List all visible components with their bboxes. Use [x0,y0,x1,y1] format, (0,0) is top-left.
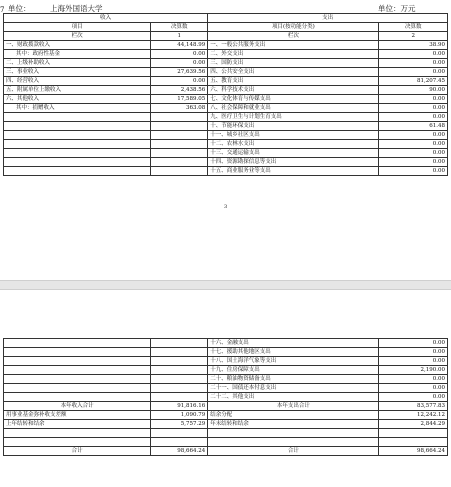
expense-item: 五、教育支出 [208,77,379,86]
income-amount [151,384,208,393]
expense-item: 十三、交通运输支出 [208,149,379,158]
expense-amount: 0.00 [379,375,448,384]
expense-amount [379,429,448,438]
page-separator [0,280,451,290]
table-row [4,158,448,167]
expense-amount: 0.00 [379,59,448,68]
income-item: 合计 [4,447,151,456]
income-amount: 363.08 [151,104,208,113]
income-item [4,366,151,375]
table-row [4,447,448,456]
table-row [4,50,448,59]
income-item: 其中：政府性基金 [4,50,151,59]
table-row [4,68,448,77]
income-item: 六、其他收入 [4,95,151,104]
expense-item: 八、社会保障和就业支出 [208,104,379,113]
income-item [4,167,151,176]
income-amount [151,438,208,447]
currency-unit: 单位：万元 [378,4,416,13]
expense-amount: 0.00 [379,104,448,113]
income-item: 三、事业收入 [4,68,151,77]
income-amount [151,158,208,167]
expense-item: 二、外交支出 [208,50,379,59]
table-row [4,384,448,393]
table-row [4,366,448,375]
table-row [4,393,448,402]
expense-item: 六、科学技术支出 [208,86,379,95]
table-row [4,41,448,50]
expense-item [208,429,379,438]
expense-amount: 0.00 [379,357,448,366]
table-row [4,95,448,104]
income-amount: 2,438.56 [151,86,208,95]
table-row [4,140,448,149]
income-item [4,113,151,122]
col-budget-header: 决算数 [151,23,208,32]
expense-item: 结余分配 [208,411,379,420]
expense-amount: 81,207.45 [379,77,448,86]
table-row [4,339,448,348]
expense-amount: 0.00 [379,384,448,393]
table-row [4,113,448,122]
income-item: 四、经营收入 [4,77,151,86]
table-row [4,59,448,68]
table-row [4,420,448,429]
expense-item: 十一、城乡社区支出 [208,131,379,140]
expense-item: 十四、资源勘探信息等支出 [208,158,379,167]
col-index-no-left: 1 [151,32,208,41]
expense-item: 十九、住房保障支出 [208,366,379,375]
expense-item: 四、公共安全支出 [208,68,379,77]
expense-item: 十六、金融支出 [208,339,379,348]
income-amount [151,140,208,149]
expense-item: 年末结转和结余 [208,420,379,429]
income-item: 二、上级补助收入 [4,59,151,68]
expense-amount: 0.00 [379,68,448,77]
expense-item: 一、一般公共服务支出 [208,41,379,50]
expense-amount: 2,190.00 [379,366,448,375]
expense-amount: 0.00 [379,167,448,176]
income-item [4,149,151,158]
income-amount [151,393,208,402]
col-item-header: 项目 [4,23,151,32]
expense-item: 七、文化体育与传媒支出 [208,95,379,104]
expense-item: 三、国防支出 [208,59,379,68]
income-item: 本年收入合计 [4,402,151,411]
unit-name: 上海外国语大学 [50,4,103,13]
income-item [4,429,151,438]
income-item [4,158,151,167]
expense-amount: 0.00 [379,348,448,357]
expense-item: 十二、农林水支出 [208,140,379,149]
expense-item: 二十二、其他支出 [208,393,379,402]
expense-item: 合计 [208,447,379,456]
income-item [4,357,151,366]
expense-amount: 0.00 [379,393,448,402]
expense-amount: 0.00 [379,50,448,59]
expense-amount: 38.90 [379,41,448,50]
expense-amount: 0.00 [379,158,448,167]
income-item [4,122,151,131]
income-expense-table-top [3,13,448,176]
income-amount [151,348,208,357]
income-amount [151,167,208,176]
expense-amount: 90.00 [379,86,448,95]
col-index-label-right: 栏次 [208,32,379,41]
col-item-exp-header: 项目(按功能分类) [208,23,379,32]
table-row [4,411,448,420]
income-amount [151,357,208,366]
expense-item [208,438,379,447]
income-amount: 5,757.29 [151,420,208,429]
income-amount: 27,639.56 [151,68,208,77]
table-row [4,77,448,86]
income-amount [151,113,208,122]
income-amount: 0.00 [151,77,208,86]
income-amount: 0.00 [151,59,208,68]
table-row [4,357,448,366]
table-row [4,348,448,357]
expense-amount: 61.48 [379,122,448,131]
income-item [4,393,151,402]
expense-amount: 0.00 [379,140,448,149]
col-index-label-left: 栏次 [4,32,151,41]
income-item [4,384,151,393]
expense-amount: 0.00 [379,149,448,158]
table-row [4,375,448,384]
expense-item: 十五、商业服务业等支出 [208,167,379,176]
expense-amount: 83,577.83 [379,402,448,411]
expense-item: 本年支出合计 [208,402,379,411]
col-budget-exp-header: 决算数 [379,23,448,32]
income-item [4,348,151,357]
income-amount [151,149,208,158]
corner-mark: 7 [0,6,5,14]
income-item: 五、附属单位上缴收入 [4,86,151,95]
table-row [4,104,448,113]
income-amount [151,131,208,140]
income-expense-table-bottom [3,338,448,456]
income-amount: 17,589.05 [151,95,208,104]
income-amount [151,122,208,131]
table-row [4,402,448,411]
income-item: 一、财政拨款收入 [4,41,151,50]
expense-amount: 98,664.24 [379,447,448,456]
table-row [4,438,448,447]
table-row [4,86,448,95]
income-amount [151,429,208,438]
expense-item: 十八、国土海洋气象等支出 [208,357,379,366]
expense-amount [379,438,448,447]
table-row [4,131,448,140]
income-item [4,140,151,149]
report-page-bottom [0,290,451,487]
expense-amount: 0.00 [379,131,448,140]
income-item [4,131,151,140]
income-header: 收入 [4,14,208,23]
page-number: 3 [224,204,228,210]
expense-amount: 0.00 [379,113,448,122]
income-amount [151,339,208,348]
income-item [4,339,151,348]
unit-label: 单位： [8,4,31,13]
expense-amount: 0.00 [379,95,448,104]
income-amount: 0.00 [151,50,208,59]
expense-item: 九、医疗卫生与计划生育支出 [208,113,379,122]
income-amount [151,366,208,375]
col-index-no-right: 2 [379,32,448,41]
expense-item: 十七、援助其他地区支出 [208,348,379,357]
income-amount: 1,090.79 [151,411,208,420]
table-row [4,167,448,176]
expense-amount: 12,242.12 [379,411,448,420]
expense-item: 二十、粮油物资储备支出 [208,375,379,384]
income-amount: 91,816.16 [151,402,208,411]
table-row [4,122,448,131]
expense-amount: 0.00 [379,339,448,348]
expense-header: 支出 [208,14,448,23]
income-amount [151,375,208,384]
income-item [4,438,151,447]
income-amount: 98,664.24 [151,447,208,456]
income-item: 其中：捐赠收入 [4,104,151,113]
expense-item: 二十一、国债还本付息支出 [208,384,379,393]
income-item: 用事业基金弥补收支差额 [4,411,151,420]
income-item: 上年结转和结余 [4,420,151,429]
expense-amount: 2,844.29 [379,420,448,429]
table-row [4,429,448,438]
income-item [4,375,151,384]
table-row [4,149,448,158]
expense-item: 十、节能环保支出 [208,122,379,131]
income-amount: 44,148.99 [151,41,208,50]
